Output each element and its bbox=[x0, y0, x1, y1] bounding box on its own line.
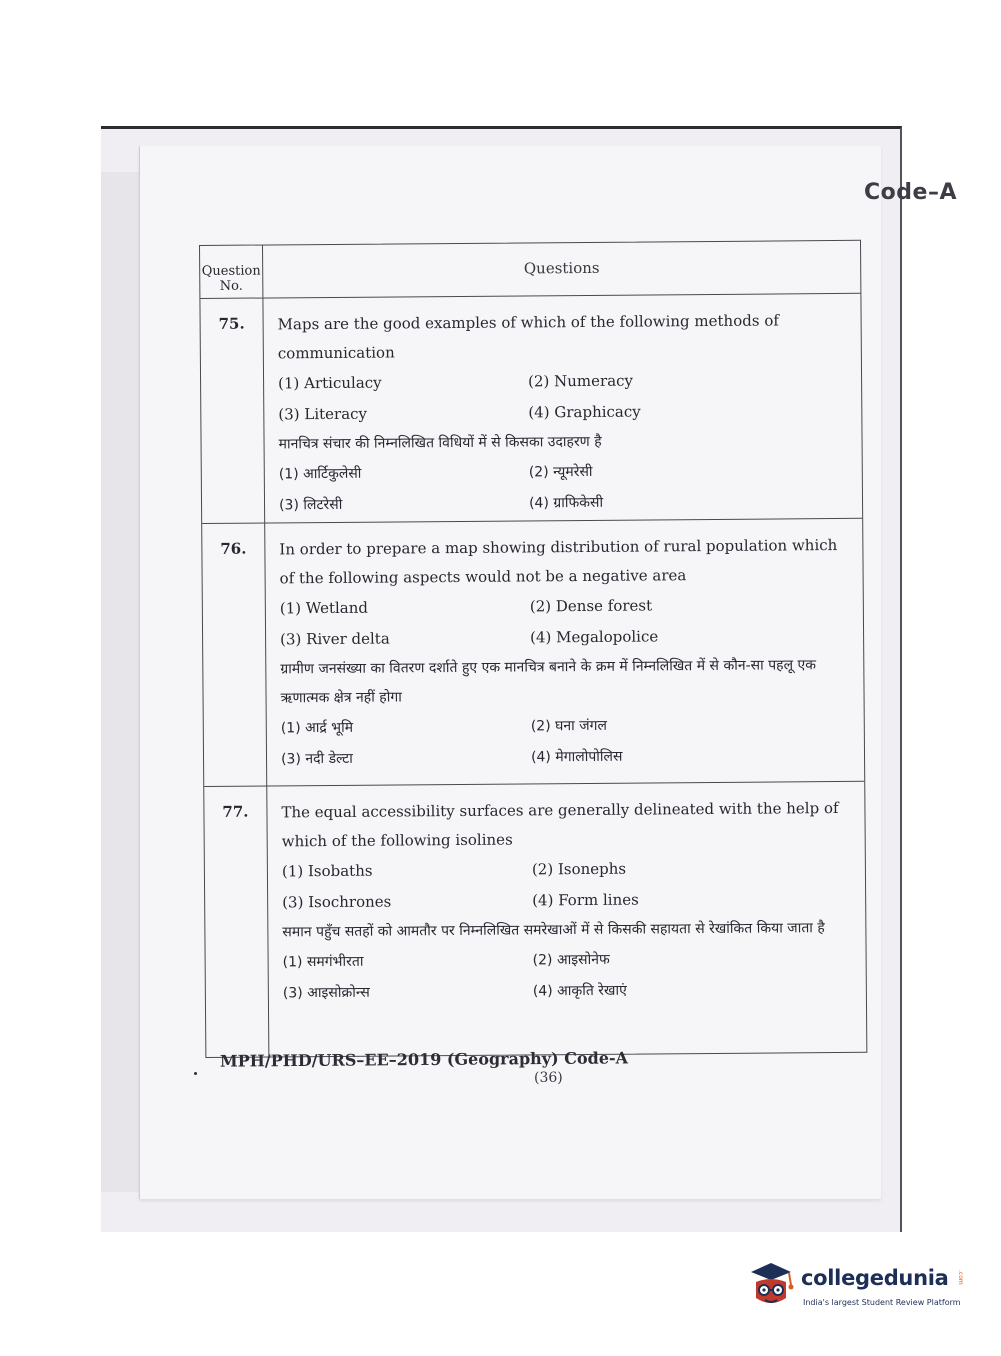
question-number: 77. bbox=[204, 786, 269, 1056]
options-hi bbox=[283, 943, 858, 1010]
page-number: (36) bbox=[534, 1070, 563, 1086]
question-body bbox=[267, 782, 866, 1057]
options-en bbox=[280, 589, 855, 656]
options-en bbox=[278, 364, 853, 431]
option: (3) Isochrones bbox=[282, 892, 392, 912]
bullet-mark bbox=[194, 1072, 197, 1075]
option: (3) आइसोक्रोन्स bbox=[282, 984, 370, 1002]
option: (2) Dense forest bbox=[529, 596, 653, 616]
question-row bbox=[204, 782, 866, 1057]
options-en bbox=[282, 852, 857, 919]
option: (2) Isonephs bbox=[531, 859, 627, 879]
option: (4) Form lines bbox=[532, 890, 639, 910]
brand-name: collegedunia bbox=[801, 1266, 949, 1290]
option: (1) Wetland bbox=[279, 598, 369, 618]
question-table bbox=[199, 240, 867, 1058]
option: (1) Isobaths bbox=[281, 861, 373, 881]
option: (4) Megalopolice bbox=[530, 627, 659, 647]
underlying-page-edge bbox=[101, 172, 142, 1192]
options-hi bbox=[279, 455, 854, 522]
question-text-hi: मानचित्र संचार की निम्नलिखित विधियों में से किसका उदाहरण है bbox=[278, 433, 602, 453]
option: (2) न्यूमरेसी bbox=[528, 463, 593, 481]
question-text-hi: समान पहुँच सतहों को आमतौर पर निम्नलिखित समरेखाओं में से किसकी सहायता से रेखांकित किया जाता है bbox=[282, 920, 825, 941]
option: (1) आर्द्र भूमि bbox=[280, 719, 354, 737]
question-row bbox=[200, 294, 862, 524]
question-text-en: Maps are the good examples of which of the following methods of communication bbox=[277, 311, 779, 363]
options-hi bbox=[281, 709, 856, 776]
option: (1) आर्टिकुलेसी bbox=[278, 465, 362, 483]
option: (3) River delta bbox=[280, 629, 390, 649]
questions-header: Questions bbox=[523, 258, 600, 278]
option: (3) नदी डेल्टा bbox=[280, 750, 353, 768]
exam-code-footer: MPH/PHD/URS–EE–2019 (Geography) Code-A bbox=[219, 1048, 629, 1071]
question-text-en: In order to prepare a map showing distribution of rural population which of the following aspects would not be a negative area bbox=[279, 535, 838, 588]
option: (4) आकृति रेखाएं bbox=[532, 982, 627, 1000]
option: (2) घना जंगल bbox=[530, 717, 608, 735]
question-body bbox=[265, 519, 864, 786]
option: (2) Numeracy bbox=[528, 371, 634, 391]
brand-tagline: India's largest Student Review Platform bbox=[803, 1298, 961, 1307]
question-no-header: Question No. bbox=[200, 245, 263, 297]
table-header bbox=[200, 241, 860, 299]
option: (4) Graphicacy bbox=[528, 402, 641, 422]
option: (3) लिटरेसी bbox=[278, 496, 343, 514]
question-text-en: The equal accessibility surfaces are generally delineated with the help of which of the following isolines bbox=[281, 798, 839, 851]
code-header: Code–A bbox=[864, 180, 957, 205]
option: (2) आइसोनेफ bbox=[532, 951, 610, 969]
option: (1) Articulacy bbox=[278, 373, 382, 393]
option: (1) समगंभीरता bbox=[282, 953, 364, 971]
question-number: 75. bbox=[200, 298, 265, 522]
question-text-hi: ग्रामीण जनसंख्या का वितरण दर्शाते हुए एक मानचित्र बनाने के क्रम में निम्नलिखित में से कौन-सा पहलू एक ऋणात्मक क्षेत्र नहीं होगा bbox=[280, 657, 817, 707]
student-mascot-icon bbox=[745, 1258, 797, 1310]
question-row bbox=[202, 519, 864, 787]
question-body bbox=[263, 294, 862, 523]
option: (4) मेगालोपोलिस bbox=[530, 748, 623, 766]
collegedunia-logo bbox=[745, 1258, 970, 1318]
question-number: 76. bbox=[202, 523, 267, 785]
brand-domain: .com bbox=[957, 1270, 964, 1285]
option: (4) ग्राफिकेसी bbox=[528, 494, 604, 512]
option: (3) Literacy bbox=[278, 404, 368, 424]
